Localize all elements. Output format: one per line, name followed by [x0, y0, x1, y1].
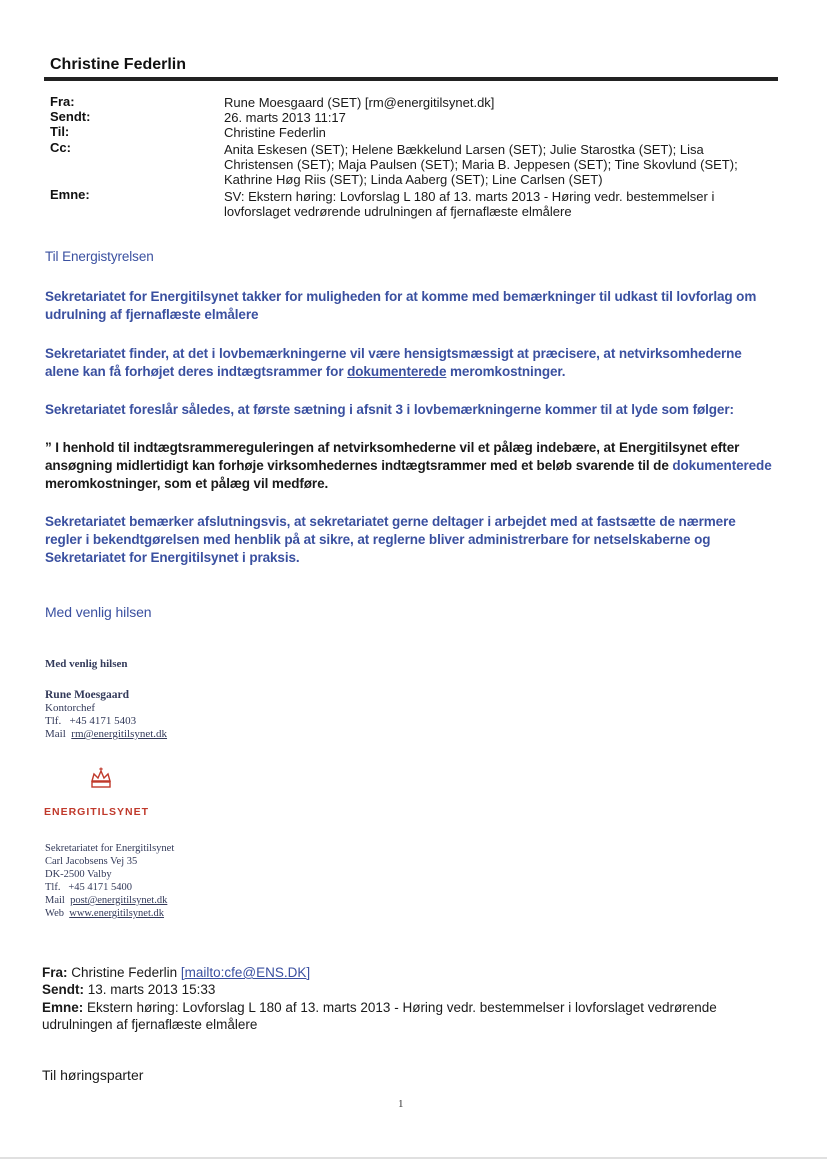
highlighted-word: dokumenterede — [672, 458, 772, 473]
web-link[interactable]: www.energitilsynet.dk — [69, 908, 165, 919]
sent-label: Sendt: — [50, 109, 91, 124]
subject-line: lovforslaget vedrørende udrulningen af fjernaflæste elmålere — [224, 204, 572, 219]
org-city: DK-2500 Valby — [45, 869, 112, 880]
org-name: Sekretariatet for Energitilsynet — [45, 843, 175, 854]
body-closing: Med venlig hilsen — [45, 604, 152, 620]
signature-closing: Med venlig hilsen — [45, 658, 128, 670]
phone-value: +45 4171 5403 — [69, 715, 137, 727]
org-mail-label: Mail — [45, 895, 65, 906]
forwarded-subject-value: Ekstern høring: Lovforslag L 180 af 13. marts 2013 - Høring vedr. bestemmelser i lovforslaget vedrørende udrulningen af fjernaflæste elmålere — [42, 1000, 717, 1032]
body-paragraph-3: Sekretariatet foreslår således, at første sætning i afsnit 3 i lovbemærkningerne kommer til at lyde som følger: — [45, 402, 734, 417]
org-mail-link[interactable]: post@energitilsynet.dk — [70, 895, 168, 906]
body-greeting: Til Energistyrelsen — [45, 249, 154, 264]
body-paragraph-2 — [45, 345, 775, 381]
forwarded-from — [42, 965, 310, 980]
from-value: Rune Moesgaard (SET) [rm@energitilsynet.dk] — [224, 95, 495, 110]
org-mail — [45, 895, 167, 906]
mail-label: Mail — [45, 728, 66, 740]
underlined-word: dokumenterede — [347, 364, 447, 379]
signature-name: Rune Moesgaard — [45, 689, 130, 701]
phone-label: Tlf. — [45, 715, 62, 727]
forwarded-from-name: Christine Federlin — [71, 965, 178, 980]
forwarded-from-label: Fra: — [42, 965, 68, 980]
signature-title: Kontorchef — [45, 702, 96, 714]
web-label: Web — [45, 908, 64, 919]
forwarded-sent — [42, 982, 215, 997]
page-number: 1 — [398, 1098, 404, 1110]
page-bottom-edge — [0, 1157, 827, 1159]
cc-value — [224, 142, 784, 187]
document-owner-name: Christine Federlin — [50, 56, 187, 73]
forwarded-subject — [42, 999, 772, 1033]
from-label: Fra: — [50, 94, 75, 109]
forwarded-sent-value: 13. marts 2013 15:33 — [87, 982, 216, 997]
signature-phone — [45, 715, 136, 727]
to-label: Til: — [50, 124, 70, 139]
cc-line: Anita Eskesen (SET); Helene Bækkelund Larsen (SET); Julie Starostka (SET); Lisa — [224, 142, 704, 157]
paragraph-text: Sekretariatet finder, at det i lovbemærkningerne vil være hensigtsmæssigt at præcisere, at netvirksomhederne alene kan få forhøjet deres indtægtsrammer for — [45, 346, 742, 379]
energitilsynet-logo-text: ENERGITILSYNET — [44, 806, 150, 818]
quote-text: meromkostninger, som et pålæg vil medføre. — [45, 476, 329, 491]
forwarded-sent-label: Sendt: — [42, 982, 84, 997]
subject-line: SV: Ekstern høring: Lovforslag L 180 af 13. marts 2013 - Høring vedr. bestemmelser i — [224, 189, 715, 204]
body-quote — [45, 439, 775, 493]
subject-label: Emne: — [50, 187, 90, 202]
subject-value — [224, 189, 784, 219]
body-paragraph-4: Sekretariatet bemærker afslutningsvis, at sekretariatet gerne deltager i arbejdet med at fastsætte de nærmere regler i bekendtgørelsen med henblik på at sikre, at reglerne bliver administrerbare for netselskaberne og Sekretariatet for Energitilsynet i praksis. — [45, 514, 736, 565]
org-street: Carl Jacobsens Vej 35 — [45, 856, 138, 867]
sent-value: 26. marts 2013 11:17 — [224, 110, 346, 125]
body-paragraph-1: Sekretariatet for Energitilsynet takker for muligheden for at komme med bemærkninger til udkast til lovforlag om udrulning af fjernaflæste elmålere — [45, 289, 757, 322]
crown-icon — [88, 767, 114, 791]
org-phone — [45, 882, 132, 893]
paragraph-text: meromkostninger. — [446, 364, 566, 379]
org-phone-value: +45 4171 5400 — [68, 882, 132, 893]
cc-label: Cc: — [50, 140, 71, 155]
quote-text: ” I henhold til indtægtsrammereguleringen af netvirksomhederne vil et pålæg indebære, at Energitilsynet efter ansøgning midlertidigt kan forhøje virksomhedernes indtægtsrammer med et beløb svarende til de — [45, 440, 740, 473]
forwarded-greeting: Til høringsparter — [42, 1067, 144, 1083]
to-value: Christine Federlin — [224, 125, 326, 140]
forwarded-mailto-link[interactable]: [mailto:cfe@ENS.DK] — [180, 965, 311, 980]
signature-mail — [45, 728, 167, 740]
forwarded-subject-label: Emne: — [42, 1000, 84, 1015]
header-divider — [44, 77, 778, 81]
cc-line: Kathrine Høg Riis (SET); Linda Aaberg (SET); Line Carlsen (SET) — [224, 172, 603, 187]
org-phone-label: Tlf. — [45, 882, 61, 893]
cc-line: Christensen (SET); Maja Paulsen (SET); Maria B. Jeppesen (SET); Tine Skovlund (SET); — [224, 157, 738, 172]
mail-link[interactable]: rm@energitilsynet.dk — [71, 728, 168, 740]
org-web — [45, 908, 164, 919]
